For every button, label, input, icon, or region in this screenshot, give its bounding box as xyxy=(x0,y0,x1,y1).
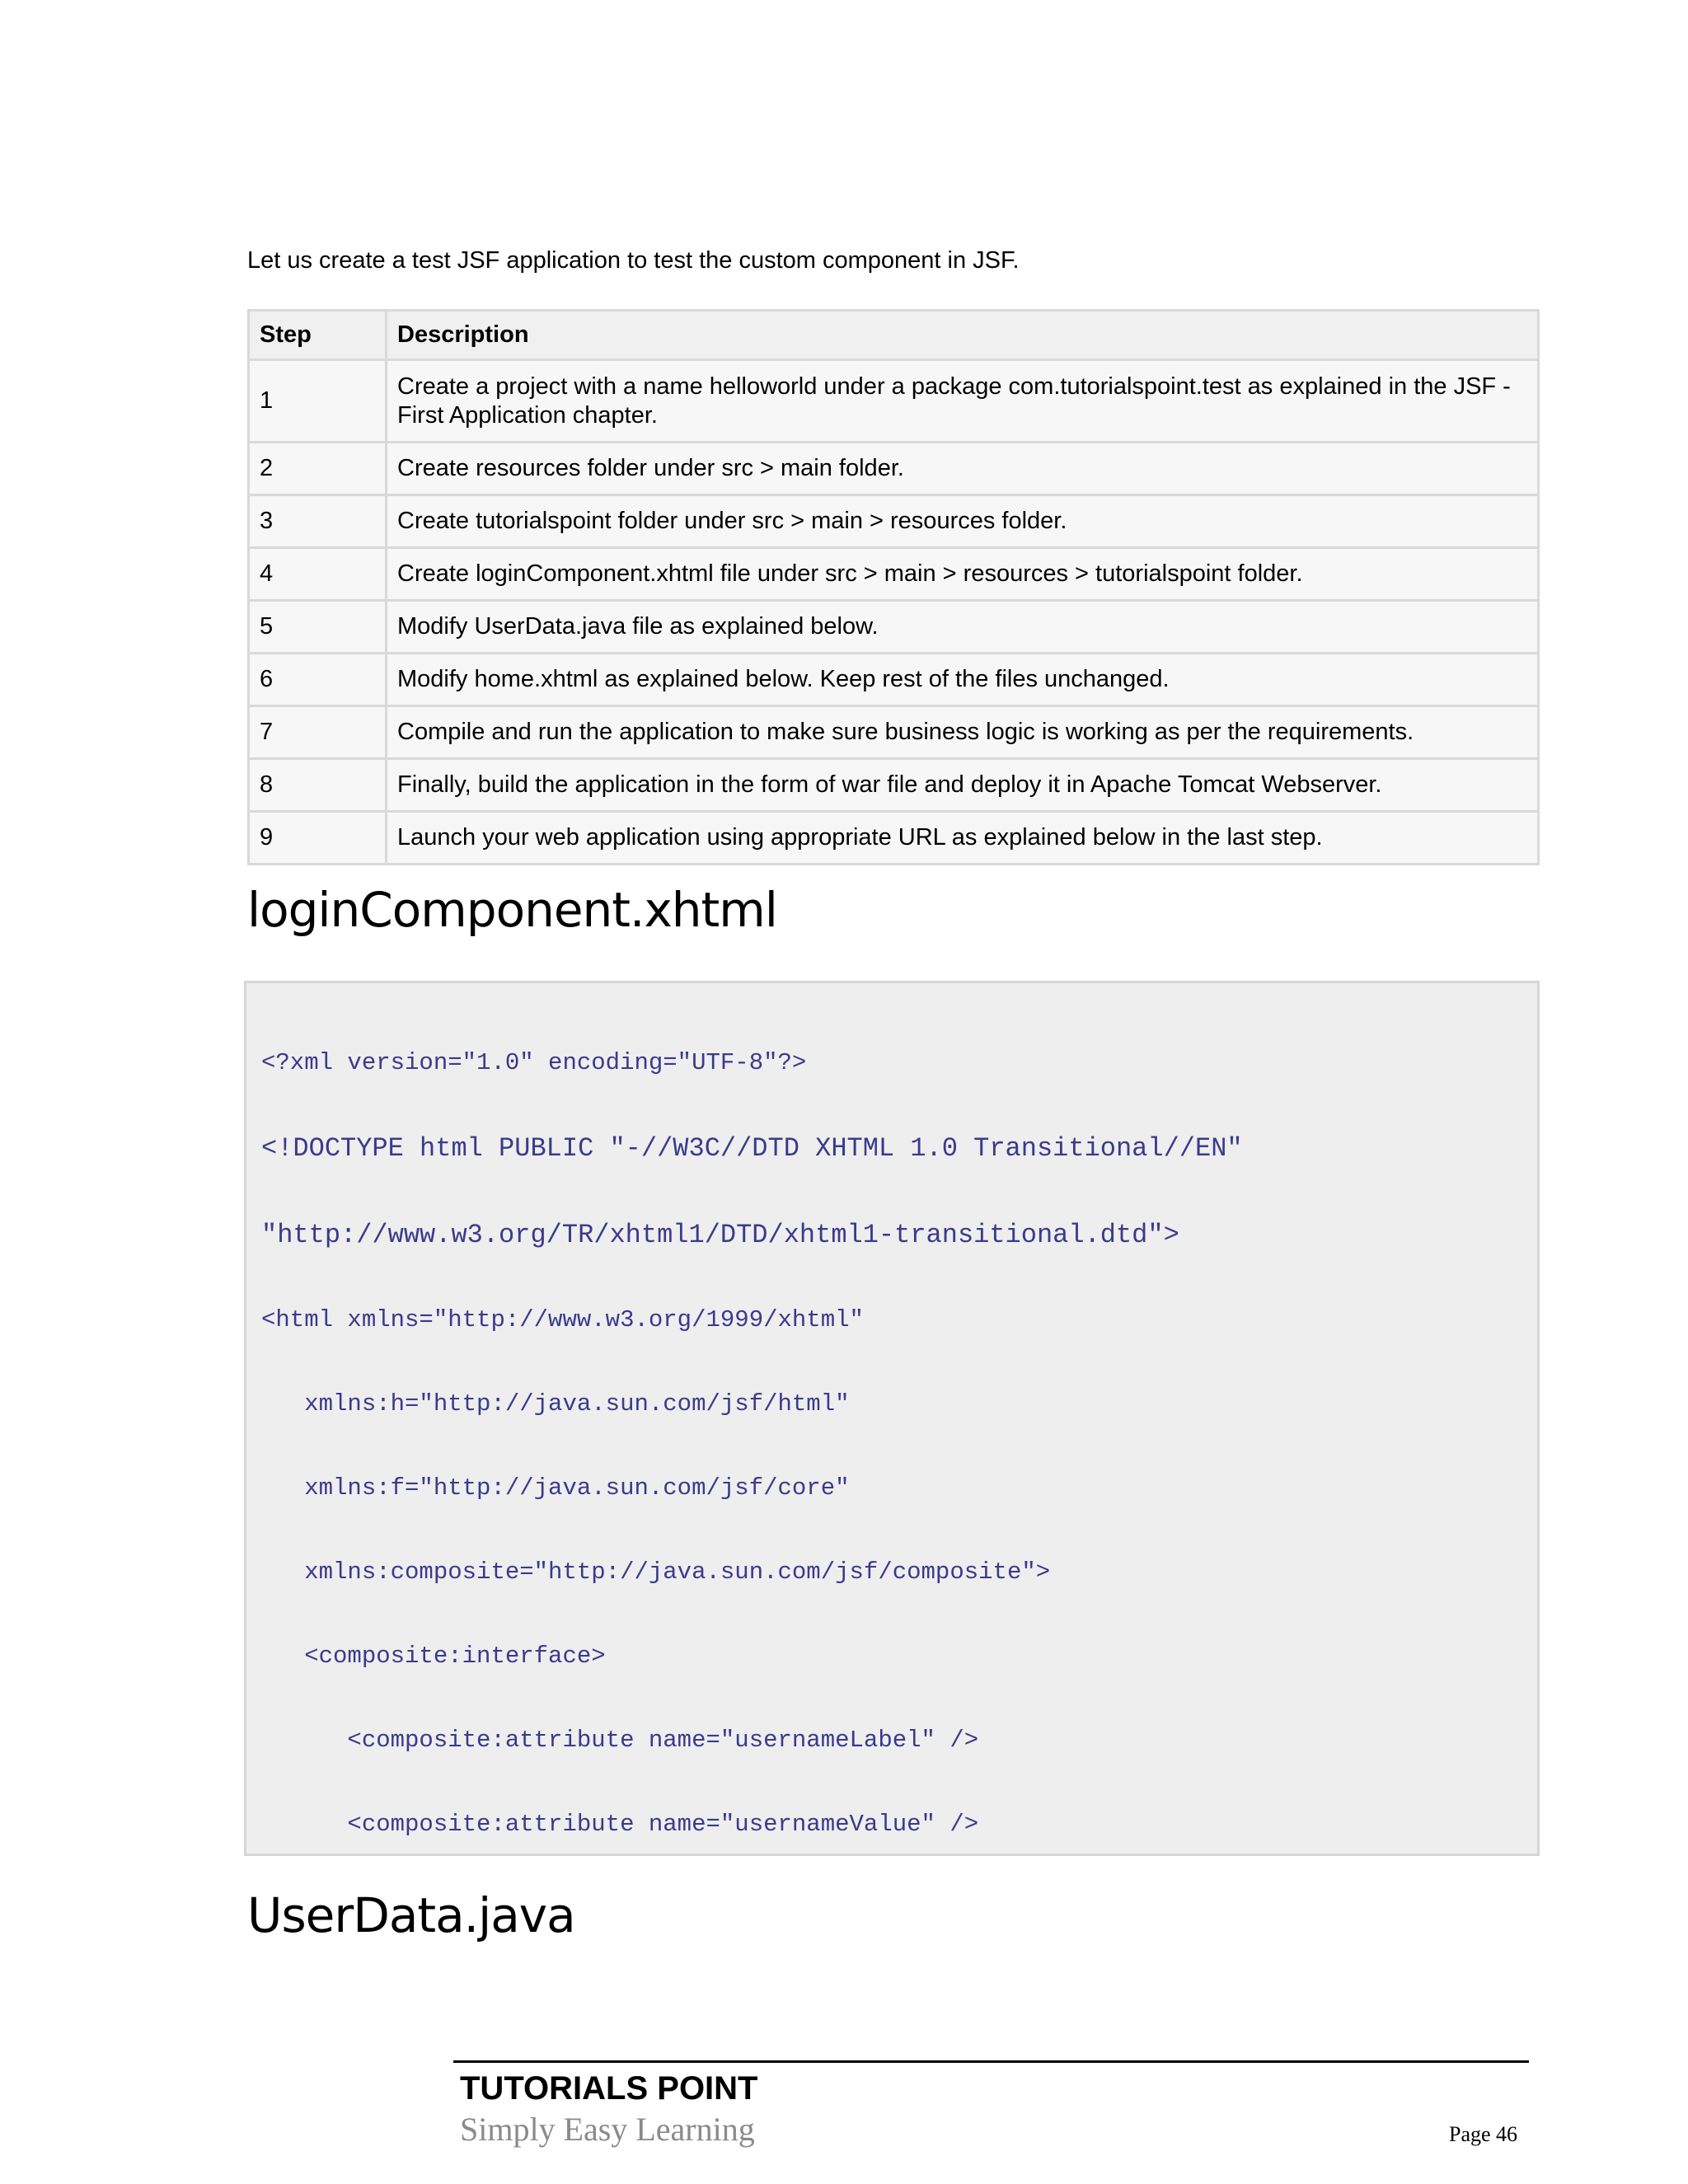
step-description: Modify UserData.java file as explained below. xyxy=(387,601,1539,654)
step-description: Create resources folder under src > main folder. xyxy=(387,443,1539,495)
section-heading-userdata: UserData.java xyxy=(247,1887,575,1943)
code-line: <?xml version="1.0" encoding="UTF-8"?> xyxy=(261,1049,807,1076)
step-number: 8 xyxy=(249,759,387,812)
step-description: Compile and run the application to make sure business logic is working as per the requirements. xyxy=(387,706,1539,759)
table-row xyxy=(249,443,1539,495)
footer-divider xyxy=(453,2060,1529,2063)
table-row xyxy=(249,495,1539,548)
step-number: 5 xyxy=(249,601,387,654)
code-line: <composite:attribute name="usernameLabel" /> xyxy=(261,1727,979,1754)
table-row xyxy=(249,759,1539,812)
table-row xyxy=(249,706,1539,759)
table-row xyxy=(249,601,1539,654)
footer-brand: TUTORIALS POINT xyxy=(460,2070,758,2107)
table-row xyxy=(249,812,1539,865)
page-number: Page 46 xyxy=(1449,2122,1518,2146)
footer-tagline: Simply Easy Learning xyxy=(460,2111,755,2148)
table-row xyxy=(249,548,1539,601)
code-line: xmlns:composite="http://java.sun.com/jsf/composite"> xyxy=(261,1558,1051,1586)
step-number: 1 xyxy=(249,360,387,443)
step-number: 9 xyxy=(249,812,387,865)
header-step: Step xyxy=(249,311,387,360)
step-number: 7 xyxy=(249,706,387,759)
step-number: 3 xyxy=(249,495,387,548)
step-description: Create loginComponent.xhtml file under src > main > resources > tutorialspoint folder. xyxy=(387,548,1539,601)
table-row xyxy=(249,360,1539,443)
code-line: <html xmlns="http://www.w3.org/1999/xhtml" xyxy=(261,1306,864,1333)
code-line: "http://www.w3.org/TR/xhtml1/DTD/xhtml1-transitional.dtd"> xyxy=(261,1220,1179,1250)
code-line: <composite:attribute name="usernameValue" /> xyxy=(261,1811,979,1838)
code-line: <composite:interface> xyxy=(261,1643,606,1670)
steps-table xyxy=(247,309,1540,865)
step-description: Create a project with a name helloworld under a package com.tutorialspoint.test as explained in the JSF - First Application chapter. xyxy=(387,360,1539,443)
section-heading-logincomponent: loginComponent.xhtml xyxy=(247,882,777,938)
code-line: xmlns:f="http://java.sun.com/jsf/core" xyxy=(261,1474,850,1502)
table-header-row xyxy=(249,311,1539,360)
step-description: Create tutorialspoint folder under src > main > resources folder. xyxy=(387,495,1539,548)
code-block xyxy=(244,981,1540,1856)
step-number: 6 xyxy=(249,654,387,706)
step-description: Modify home.xhtml as explained below. Keep rest of the files unchanged. xyxy=(387,654,1539,706)
code-line: <!DOCTYPE html PUBLIC "-//W3C//DTD XHTML 1.0 Transitional//EN" xyxy=(261,1133,1243,1164)
intro-paragraph: Let us create a test JSF application to test the custom component in JSF. xyxy=(247,247,1020,274)
step-number: 2 xyxy=(249,443,387,495)
code-line: xmlns:h="http://java.sun.com/jsf/html" xyxy=(261,1390,850,1418)
table-row xyxy=(249,654,1539,706)
step-description: Finally, build the application in the form of war file and deploy it in Apache Tomcat Webserver. xyxy=(387,759,1539,812)
header-description: Description xyxy=(387,311,1539,360)
step-description: Launch your web application using appropriate URL as explained below in the last step. xyxy=(387,812,1539,865)
step-number: 4 xyxy=(249,548,387,601)
